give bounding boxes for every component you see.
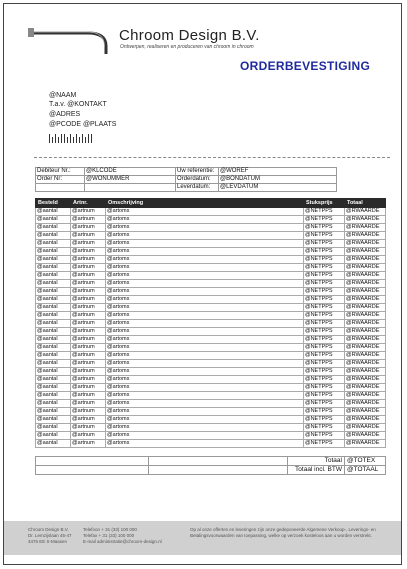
table-row	[36, 256, 386, 264]
debtor-value: @KLCODE	[85, 168, 176, 176]
unit-price-cell: @NETPPS	[304, 288, 345, 296]
table-row	[36, 208, 386, 216]
qty-cell: @aantal	[36, 376, 71, 384]
line-total-cell: @RWAARDE	[345, 248, 386, 256]
table-row	[36, 232, 386, 240]
line-total-cell: @RWAARDE	[345, 336, 386, 344]
table-row	[36, 320, 386, 328]
article-cell: @artnum	[71, 288, 106, 296]
footer	[4, 521, 401, 555]
description-cell: @artoms	[106, 320, 304, 328]
line-total-cell: @RWAARDE	[345, 376, 386, 384]
line-total-cell: @RWAARDE	[345, 424, 386, 432]
unit-price-cell: @NETPPS	[304, 400, 345, 408]
line-total-cell: @RWAARDE	[345, 320, 386, 328]
table-row	[36, 216, 386, 224]
article-cell: @artnum	[71, 296, 106, 304]
table-row	[36, 384, 386, 392]
article-cell: @artnum	[71, 216, 106, 224]
unit-price-cell: @NETPPS	[304, 432, 345, 440]
unit-price-cell: @NETPPS	[304, 224, 345, 232]
line-total-cell: @RWAARDE	[345, 440, 386, 448]
table-row	[36, 280, 386, 288]
unit-price-cell: @NETPPS	[304, 208, 345, 216]
unit-price-cell: @NETPPS	[304, 368, 345, 376]
table-row	[36, 408, 386, 416]
unit-price-cell: @NETPPS	[304, 352, 345, 360]
article-cell: @artnum	[71, 408, 106, 416]
unit-price-cell: @NETPPS	[304, 280, 345, 288]
description-cell: @artoms	[106, 240, 304, 248]
unit-price-cell: @NETPPS	[304, 264, 345, 272]
order-date-label: Orderdatum:	[176, 176, 219, 184]
line-total-cell: @RWAARDE	[345, 400, 386, 408]
unit-price-cell: @NETPPS	[304, 408, 345, 416]
reference-label: Uw referentie:	[176, 168, 219, 176]
qty-cell: @aantal	[36, 400, 71, 408]
table-row	[36, 376, 386, 384]
unit-price-cell: @NETPPS	[304, 296, 345, 304]
unit-price-cell: @NETPPS	[304, 240, 345, 248]
line-total-cell: @RWAARDE	[345, 216, 386, 224]
qty-cell: @aantal	[36, 328, 71, 336]
unit-price-cell: @NETPPS	[304, 376, 345, 384]
col-header-ordered: Besteld	[36, 199, 71, 208]
line-total-cell: @RWAARDE	[345, 392, 386, 400]
qty-cell: @aantal	[36, 240, 71, 248]
line-total-cell: @RWAARDE	[345, 208, 386, 216]
description-cell: @artoms	[106, 408, 304, 416]
unit-price-cell: @NETPPS	[304, 384, 345, 392]
address-postal-city: @PCODE @PLAATS	[49, 121, 117, 128]
description-cell: @artoms	[106, 400, 304, 408]
qty-cell: @aantal	[36, 360, 71, 368]
unit-price-cell: @NETPPS	[304, 344, 345, 352]
table-row	[36, 368, 386, 376]
table-row	[36, 264, 386, 272]
table-row	[36, 432, 386, 440]
qty-cell: @aantal	[36, 272, 71, 280]
unit-price-cell: @NETPPS	[304, 256, 345, 264]
line-total-cell: @RWAARDE	[345, 408, 386, 416]
line-total-cell: @RWAARDE	[345, 232, 386, 240]
table-row	[36, 360, 386, 368]
description-cell: @artoms	[106, 352, 304, 360]
unit-price-cell: @NETPPS	[304, 216, 345, 224]
footer-terms: Op al onze offertes en leveringen zijn onze gedeponeerde Algemene Verkoop-, Leverings- en Betalingsvoorwaarden van toepassing, welke op verzoek kosteloos aan u worden verstrekt.	[190, 527, 376, 538]
article-cell: @artnum	[71, 248, 106, 256]
debtor-label: Debiteur Nr.:	[36, 168, 85, 176]
article-cell: @artnum	[71, 256, 106, 264]
qty-cell: @aantal	[36, 392, 71, 400]
qty-cell: @aantal	[36, 256, 71, 264]
qty-cell: @aantal	[36, 248, 71, 256]
qty-cell: @aantal	[36, 416, 71, 424]
table-row	[36, 296, 386, 304]
line-total-cell: @RWAARDE	[345, 224, 386, 232]
unit-price-cell: @NETPPS	[304, 232, 345, 240]
article-cell: @artnum	[71, 280, 106, 288]
total-excl-label: Totaal	[288, 457, 345, 466]
table-row	[36, 304, 386, 312]
line-total-cell: @RWAARDE	[345, 256, 386, 264]
line-total-cell: @RWAARDE	[345, 304, 386, 312]
description-cell: @artoms	[106, 384, 304, 392]
qty-cell: @aantal	[36, 288, 71, 296]
line-total-cell: @RWAARDE	[345, 344, 386, 352]
unit-price-cell: @NETPPS	[304, 304, 345, 312]
order-info-table	[35, 167, 337, 192]
qty-cell: @aantal	[36, 320, 71, 328]
article-cell: @artnum	[71, 384, 106, 392]
qty-cell: @aantal	[36, 344, 71, 352]
article-cell: @artnum	[71, 320, 106, 328]
document-title: ORDERBEVESTIGING	[240, 59, 371, 73]
total-excl-value: @TOTEX	[345, 457, 386, 466]
total-incl-value: @TOTAAL	[345, 466, 386, 475]
fold-line	[34, 157, 390, 158]
footer-contact: Telefoon + 31 (33) 100 000 Telefax + 31 (33) 100 000 E-mail administratie@chroom-design.nl	[83, 527, 162, 544]
article-cell: @artnum	[71, 376, 106, 384]
unit-price-cell: @NETPPS	[304, 312, 345, 320]
qty-cell: @aantal	[36, 336, 71, 344]
company-tagline: Ontwerpen, realiseren en produceren van chroom in chroom	[120, 44, 254, 50]
description-cell: @artoms	[106, 248, 304, 256]
qty-cell: @aantal	[36, 264, 71, 272]
col-header-unit-price: Stuksprijs	[304, 199, 345, 208]
description-cell: @artoms	[106, 392, 304, 400]
line-total-cell: @RWAARDE	[345, 312, 386, 320]
unit-price-cell: @NETPPS	[304, 440, 345, 448]
footer-address: Chroom Design B.V. Dr. Lemzijslaan 45-47 3476 EE S-Maasen	[28, 527, 72, 544]
delivery-date-label: Leverdatum:	[176, 184, 219, 192]
description-cell: @artoms	[106, 440, 304, 448]
qty-cell: @aantal	[36, 232, 71, 240]
description-cell: @artoms	[106, 360, 304, 368]
article-cell: @artnum	[71, 352, 106, 360]
table-row	[36, 288, 386, 296]
table-row	[36, 248, 386, 256]
article-cell: @artnum	[71, 208, 106, 216]
address-street: @ADRES	[49, 111, 81, 118]
address-name: @NAAM	[49, 92, 77, 99]
table-row	[36, 440, 386, 448]
qty-cell: @aantal	[36, 368, 71, 376]
line-total-cell: @RWAARDE	[345, 240, 386, 248]
description-cell: @artoms	[106, 432, 304, 440]
article-cell: @artnum	[71, 424, 106, 432]
chrome-pipe-logo	[28, 24, 108, 54]
unit-price-cell: @NETPPS	[304, 328, 345, 336]
order-date-value: @BONDATUM	[219, 176, 337, 184]
order-number-value: @WONUMMER	[85, 176, 176, 184]
line-total-cell: @RWAARDE	[345, 264, 386, 272]
article-cell: @artnum	[71, 264, 106, 272]
col-header-article: Artnr.	[71, 199, 106, 208]
totals-table	[35, 456, 386, 475]
unit-price-cell: @NETPPS	[304, 424, 345, 432]
description-cell: @artoms	[106, 368, 304, 376]
description-cell: @artoms	[106, 312, 304, 320]
article-cell: @artnum	[71, 440, 106, 448]
description-cell: @artoms	[106, 288, 304, 296]
description-cell: @artoms	[106, 376, 304, 384]
delivery-date-value: @LEVDATUM	[219, 184, 337, 192]
description-cell: @artoms	[106, 264, 304, 272]
article-cell: @artnum	[71, 328, 106, 336]
unit-price-cell: @NETPPS	[304, 360, 345, 368]
article-cell: @artnum	[71, 400, 106, 408]
article-cell: @artnum	[71, 232, 106, 240]
unit-price-cell: @NETPPS	[304, 272, 345, 280]
qty-cell: @aantal	[36, 424, 71, 432]
article-cell: @artnum	[71, 344, 106, 352]
qty-cell: @aantal	[36, 216, 71, 224]
table-row	[36, 272, 386, 280]
description-cell: @artoms	[106, 416, 304, 424]
qty-cell: @aantal	[36, 432, 71, 440]
unit-price-cell: @NETPPS	[304, 248, 345, 256]
line-total-cell: @RWAARDE	[345, 328, 386, 336]
col-header-total: Totaal	[345, 199, 386, 208]
article-cell: @artnum	[71, 360, 106, 368]
table-row	[36, 240, 386, 248]
company-name: Chroom Design B.V.	[119, 27, 260, 44]
line-total-cell: @RWAARDE	[345, 352, 386, 360]
table-row	[36, 416, 386, 424]
qty-cell: @aantal	[36, 280, 71, 288]
total-incl-label: Totaal incl. BTW	[288, 466, 345, 475]
table-row	[36, 336, 386, 344]
table-row	[36, 344, 386, 352]
line-total-cell: @RWAARDE	[345, 432, 386, 440]
article-cell: @artnum	[71, 368, 106, 376]
qty-cell: @aantal	[36, 440, 71, 448]
article-cell: @artnum	[71, 224, 106, 232]
line-total-cell: @RWAARDE	[345, 288, 386, 296]
qty-cell: @aantal	[36, 208, 71, 216]
unit-price-cell: @NETPPS	[304, 336, 345, 344]
line-total-cell: @RWAARDE	[345, 368, 386, 376]
table-row	[36, 424, 386, 432]
barcode	[49, 134, 93, 143]
description-cell: @artoms	[106, 224, 304, 232]
description-cell: @artoms	[106, 256, 304, 264]
description-cell: @artoms	[106, 304, 304, 312]
description-cell: @artoms	[106, 232, 304, 240]
qty-cell: @aantal	[36, 304, 71, 312]
article-cell: @artnum	[71, 272, 106, 280]
description-cell: @artoms	[106, 208, 304, 216]
description-cell: @artoms	[106, 344, 304, 352]
reference-value: @WOREF	[219, 168, 337, 176]
description-cell: @artoms	[106, 424, 304, 432]
table-row	[36, 312, 386, 320]
unit-price-cell: @NETPPS	[304, 320, 345, 328]
qty-cell: @aantal	[36, 312, 71, 320]
qty-cell: @aantal	[36, 384, 71, 392]
unit-price-cell: @NETPPS	[304, 416, 345, 424]
table-row	[36, 328, 386, 336]
address-contact: T.a.v. @KONTAKT	[49, 101, 107, 108]
article-cell: @artnum	[71, 240, 106, 248]
line-total-cell: @RWAARDE	[345, 272, 386, 280]
qty-cell: @aantal	[36, 224, 71, 232]
table-row	[36, 224, 386, 232]
col-header-description: Omschrijving	[106, 199, 304, 208]
order-number-label: Order Nr:	[36, 176, 85, 184]
line-total-cell: @RWAARDE	[345, 296, 386, 304]
qty-cell: @aantal	[36, 408, 71, 416]
description-cell: @artoms	[106, 296, 304, 304]
description-cell: @artoms	[106, 280, 304, 288]
unit-price-cell: @NETPPS	[304, 392, 345, 400]
order-lines-table	[35, 198, 386, 448]
table-row	[36, 400, 386, 408]
table-row	[36, 392, 386, 400]
table-row	[36, 352, 386, 360]
line-total-cell: @RWAARDE	[345, 280, 386, 288]
article-cell: @artnum	[71, 312, 106, 320]
description-cell: @artoms	[106, 272, 304, 280]
line-total-cell: @RWAARDE	[345, 360, 386, 368]
article-cell: @artnum	[71, 336, 106, 344]
article-cell: @artnum	[71, 416, 106, 424]
qty-cell: @aantal	[36, 296, 71, 304]
article-cell: @artnum	[71, 304, 106, 312]
description-cell: @artoms	[106, 328, 304, 336]
qty-cell: @aantal	[36, 352, 71, 360]
line-total-cell: @RWAARDE	[345, 384, 386, 392]
description-cell: @artoms	[106, 216, 304, 224]
article-cell: @artnum	[71, 432, 106, 440]
article-cell: @artnum	[71, 392, 106, 400]
line-total-cell: @RWAARDE	[345, 416, 386, 424]
description-cell: @artoms	[106, 336, 304, 344]
